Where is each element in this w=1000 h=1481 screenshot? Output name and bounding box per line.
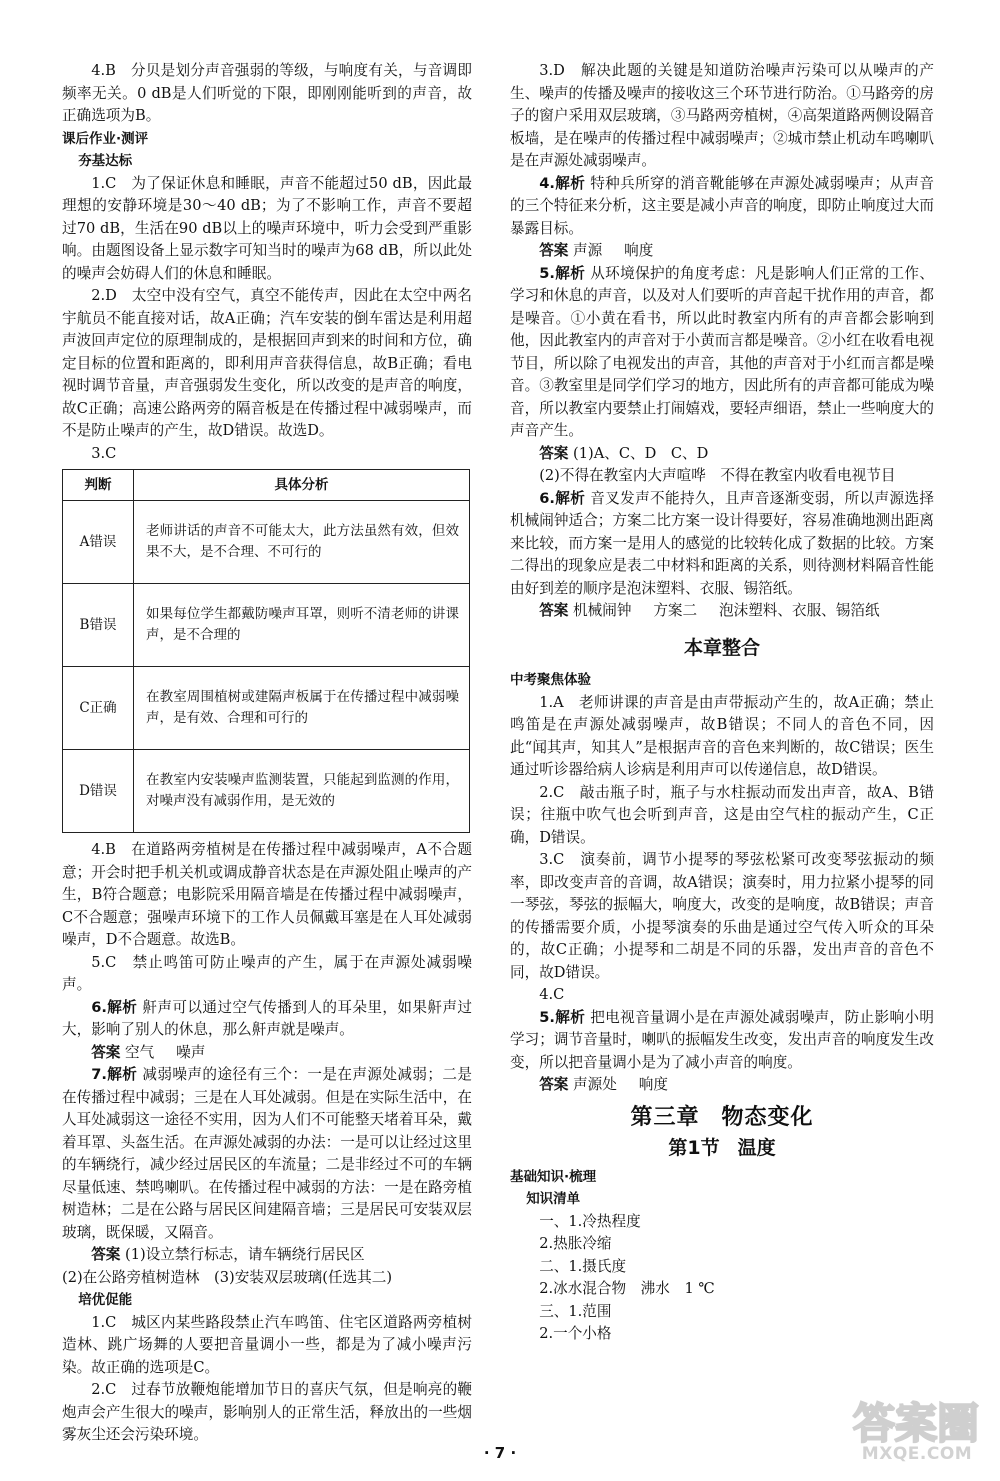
table-row [63, 750, 470, 833]
answer-label: 答案 [539, 242, 569, 259]
table-row [63, 501, 470, 584]
answer-7 [62, 1244, 472, 1267]
section-name: 温度 [737, 1137, 776, 1159]
answer-value: (1)设立禁行标志，请车辆绕行居民区 [125, 1246, 365, 1263]
watermark-url: MXQE.COM [861, 1444, 973, 1464]
answer-value: 响度 [624, 242, 654, 259]
section-title-chapter-summary: 本章整合 [683, 636, 760, 659]
answer-4 [510, 240, 934, 263]
table-header-row [63, 470, 470, 501]
answer-label: 答案 [91, 1043, 121, 1061]
heading-knowledge-list: 知识清单 [526, 1191, 581, 1207]
analysis-label: 7.解析 [91, 1066, 138, 1083]
table-cell-judge: D错误 [63, 750, 134, 833]
answer-4b-second: 4.B 在道路两旁植树是在传播过程中减弱噪声，A不合题意；开会时把手机关机或调成静音状态是在声源处阻止噪声的产生，B符合题意；电影院采用隔音墙是在传播过程中减弱噪声，C不合题意；强噪声环境下的工作人员佩戴耳塞是在人耳处减弱噪声，D不合题意。故选B。 [62, 841, 472, 948]
exam-analysis-5 [510, 1007, 934, 1075]
answer-3d: 3.D 解决此题的关键是知道防治噪声污染可以从噪声的产生、噪声的传播及噪声的接收这三个环节进行防治。①马路旁的房子的窗户采用双层玻璃，③马路两旁植树，④高架道路两侧设隔音板墙，是在噪声的传播过程中减弱噪声；②城市禁止机动车鸣喇叭是在声源处减弱噪声。 [510, 62, 934, 169]
analysis-text: 从环境保护的角度考虑：凡是影响人们正常的工作、学习和休息的声音，以及对人们要听的声音起干扰作用的声音，都是噪音。①小黄在看书，所以此时教室内所有的声音都会影响到他，因此教室内的声音对于小黄而言都是噪音。②小红在收看电视节目，所以除了电视发出的声音，其他的声音对于小红而言都是噪音。③教室里是同学们学习的地方，因此所有的声音都可能成为噪音，所以教室内要禁止打闹嬉戏，要轻声细语，禁止一些响度大的声音产生。 [510, 264, 934, 439]
exam-answer-1: 1.A 老师讲课的声音是由声带振动产生的，故A正确；禁止鸣笛是在声源处减弱噪声，故B错误；不同人的音色不同，因此“闻其声，知其人”是根据声音的音色来判断的，故C错误；医生通过听诊器给病人诊病是利用声可以传递信息，故D错误。 [510, 693, 934, 778]
answer-label: 答案 [91, 1246, 121, 1263]
table-cell-judge: C正确 [63, 667, 134, 750]
list-item: 二、1.摄氏度 [539, 1257, 627, 1275]
analysis-label: 5.解析 [539, 1008, 586, 1026]
answer-2d: 2.D 太空中没有空气，真空不能传声，因此在太空中两名宇航员不能直接对话，故A正确；汽车安装的倒车雷达是利用超声波回声定位的原理制成的，是根据回声到来的时间和方位，确定目标的位置和距离的，即利用声音获得信息，故B正确；看电视时调节音量，声音强弱发生变化，所以改变的是声音的响度，故C正确；高速公路两旁的隔音板是在传播过程中减弱噪声，而不是防止噪声的产生，故D错误。故选D。 [62, 287, 472, 439]
analysis-6 [62, 997, 472, 1042]
table-header-detail: 具体分析 [134, 470, 470, 501]
list-item: 2.热胀冷缩 [539, 1235, 612, 1252]
analysis-table [62, 469, 470, 833]
answer-6 [510, 600, 934, 623]
answer-value: 泡沫塑料、衣服、锡箔纸 [719, 602, 880, 619]
table-cell-judge: B错误 [63, 584, 134, 667]
answer-value: (1)A、C、D C、D [573, 444, 709, 462]
answer-label: 答案 [539, 444, 569, 462]
analysis-4 [510, 173, 934, 241]
answer-value: 方案二 [653, 602, 698, 619]
answer-5-part2: (2)不得在教室内大声喧哗 不得在教室内收看电视节目 [539, 467, 896, 484]
table-header-judge: 判断 [63, 470, 134, 501]
answer-value: 声源 [573, 242, 603, 259]
answer-value: 空气 [125, 1043, 155, 1061]
list-item: 2.一个小格 [539, 1325, 612, 1342]
analysis-text: 特种兵所穿的消音靴能够在声源处减弱噪声；从声音的三个特征来分析，这主要是减小声音的响度，即防止响度过大而暴露目标。 [510, 174, 934, 237]
exam-answer-2: 2.C 敲击瓶子时，瓶子与水柱振动而发出声音，故A、B错误；往瓶中吹气也会听到声音，这是由空气柱的振动产生，C正确，D错误。 [510, 783, 934, 846]
analysis-5 [510, 263, 934, 443]
exam-answer-5 [510, 1074, 934, 1097]
table-row [63, 584, 470, 667]
answer-5 [510, 443, 934, 466]
answer-4b: 4.B 分贝是划分声音强弱的等级，与响度有关，与音调即频率无关。0 dB是人们听觉的下限，即刚刚能听到的声音，故正确选项为B。 [62, 62, 472, 124]
watermark-logo [846, 1394, 986, 1474]
answer-label: 答案 [539, 602, 569, 619]
right-column [510, 60, 934, 1346]
list-item: 一、1.冷热程度 [539, 1212, 641, 1230]
watermark-text: 答案圈 [852, 1399, 980, 1446]
left-column [62, 60, 472, 1447]
table-cell-detail: 在教室内安装噪声监测装置，只能起到监测的作用，对噪声没有减弱作用，是无效的 [134, 750, 470, 833]
heading-exam: 中考聚焦体验 [510, 672, 591, 688]
answer-6 [62, 1042, 472, 1065]
table-cell-judge: A错误 [63, 501, 134, 584]
answer-7-continued: (2)在公路旁植树造林 (3)安装双层玻璃(任选其二) [62, 1268, 393, 1286]
advanced-answer-1: 1.C 城区内某些路段禁止汽车鸣笛、住宅区道路两旁植树造林、跳广场舞的人要把音量调小一些，都是为了减小噪声污染。故正确的选项是C。 [62, 1313, 472, 1376]
heading-basics: 基础知识·梳理 [510, 1168, 597, 1185]
answer-value: 声源处 [573, 1076, 617, 1093]
section-number: 第1节 [668, 1137, 720, 1159]
analysis-text: 把电视音量调小是在声源处减弱噪声，防止影响小明学习；调节音量时，喇叭的振幅发生改变，发出声音的响度发生改变，所以把音量调小是为了减小声音的响度。 [510, 1008, 934, 1071]
answer-value: 机械闹钟 [573, 602, 632, 619]
analysis-label: 6.解析 [539, 489, 586, 507]
chapter-number: 第三章 [630, 1104, 700, 1130]
analysis-text: 音叉发声不能持久，且声音逐渐变弱，所以声源选择机械闹钟适合；方案二比方案一设计得要好，容易准确地测出距离来比较，而方案一是用人的感觉的比较转化成了数据的比较。方案二得出的现象应是表二中材料和距离的关系，则待测材料隔音性能由好到差的顺序是泡沫塑料、衣服、锡箔纸。 [510, 489, 934, 597]
analysis-label: 6.解析 [91, 998, 138, 1016]
table-cell-detail: 在教室周围植树或建隔声板属于在传播过程中减弱噪声，是有效、合理和可行的 [134, 667, 470, 750]
answer-1c: 1.C 为了保证休息和睡眠，声音不能超过50 dB，因此最理想的安静环境是30～40 dB；为了不影响工作，声音不要超过70 dB，生活在90 dB以上的噪声环境中，听力会受到严重影响。由题图设备上显示数字可知当时的噪声为68 dB，所以此处的噪声会妨碍人们的休息和睡眠。 [62, 174, 472, 282]
exam-answer-4: 4.C [539, 986, 565, 1003]
analysis-7 [62, 1064, 472, 1244]
advanced-answer-2: 2.C 过春节放鞭炮能增加节日的喜庆气氛，但是响亮的鞭炮声会产生很大的噪声，影响别人的正常生活，释放出的一些烟雾灰尘还会污染环境。 [62, 1381, 472, 1443]
answer-value: 噪声 [176, 1043, 206, 1061]
answer-3c: 3.C [91, 444, 117, 462]
analysis-label: 4.解析 [539, 174, 586, 192]
list-item: 2.冰水混合物 沸水 1 ℃ [539, 1280, 715, 1297]
table-cell-detail: 老师讲话的声音不可能太大，此方法虽然有效，但效果不大，是不合理、不可行的 [134, 501, 470, 584]
answer-5c: 5.C 禁止鸣笛可防止噪声的产生，属于在声源处减弱噪声。 [62, 953, 472, 993]
section-title [510, 1137, 934, 1160]
page-number: · 7 · [483, 1444, 517, 1462]
answer-label: 答案 [539, 1076, 569, 1093]
chapter-name: 物态变化 [721, 1104, 814, 1130]
watermark-logo-icon [846, 1394, 986, 1446]
analysis-text: 减弱噪声的途径有三个：一是在声源处减弱；二是在传播过程中减弱；三是在人耳处减弱。但是在实际生活中，在人耳处减弱这一途径不实用，因为人们不可能整天堵着耳朵，戴着耳罩、头盔生活。在声源处减弱的办法：一是可以让经过这里的车辆绕行，减少经过居民区的车流量；二是非经过不可的车辆尽量低速、禁鸣喇叭。在传播过程中减弱的方法：一是在路旁植树造林；二是在公路与居民区间建隔音墙；三是居民可安装双层玻璃，既保暖，又隔音。 [62, 1066, 473, 1241]
table-row [63, 667, 470, 750]
heading-basic: 夯基达标 [78, 153, 133, 169]
answer-value: 响度 [638, 1076, 668, 1093]
analysis-label: 5.解析 [539, 264, 586, 282]
heading-homework: 课后作业·测评 [62, 130, 149, 147]
analysis-text: 鼾声可以通过空气传播到人的耳朵里，如果鼾声过大，影响了别人的休息，那么鼾声就是噪声。 [62, 998, 473, 1038]
list-item: 三、1.范围 [539, 1302, 612, 1320]
exam-answer-3: 3.C 演奏前，调节小提琴的琴弦松紧可改变琴弦振动的频率，即改变声音的音调，故A错误；演奏时，用力拉紧小提琴的同一琴弦，琴弦的振幅大，响度大，改变的是响度，故B错误；声音的传播需要介质，小提琴演奏的乐曲是通过空气传入听众的耳朵的，故C正确；小提琴和二胡是不同的乐器，发出声音的音色不同，故D错误。 [510, 851, 934, 981]
knowledge-list [510, 1211, 934, 1346]
table-cell-detail: 如果每位学生都戴防噪声耳罩，则听不清老师的讲课声，是不合理的 [134, 584, 470, 667]
heading-advanced: 培优促能 [78, 1292, 133, 1308]
analysis-6 [510, 488, 934, 601]
chapter-title [510, 1104, 934, 1130]
